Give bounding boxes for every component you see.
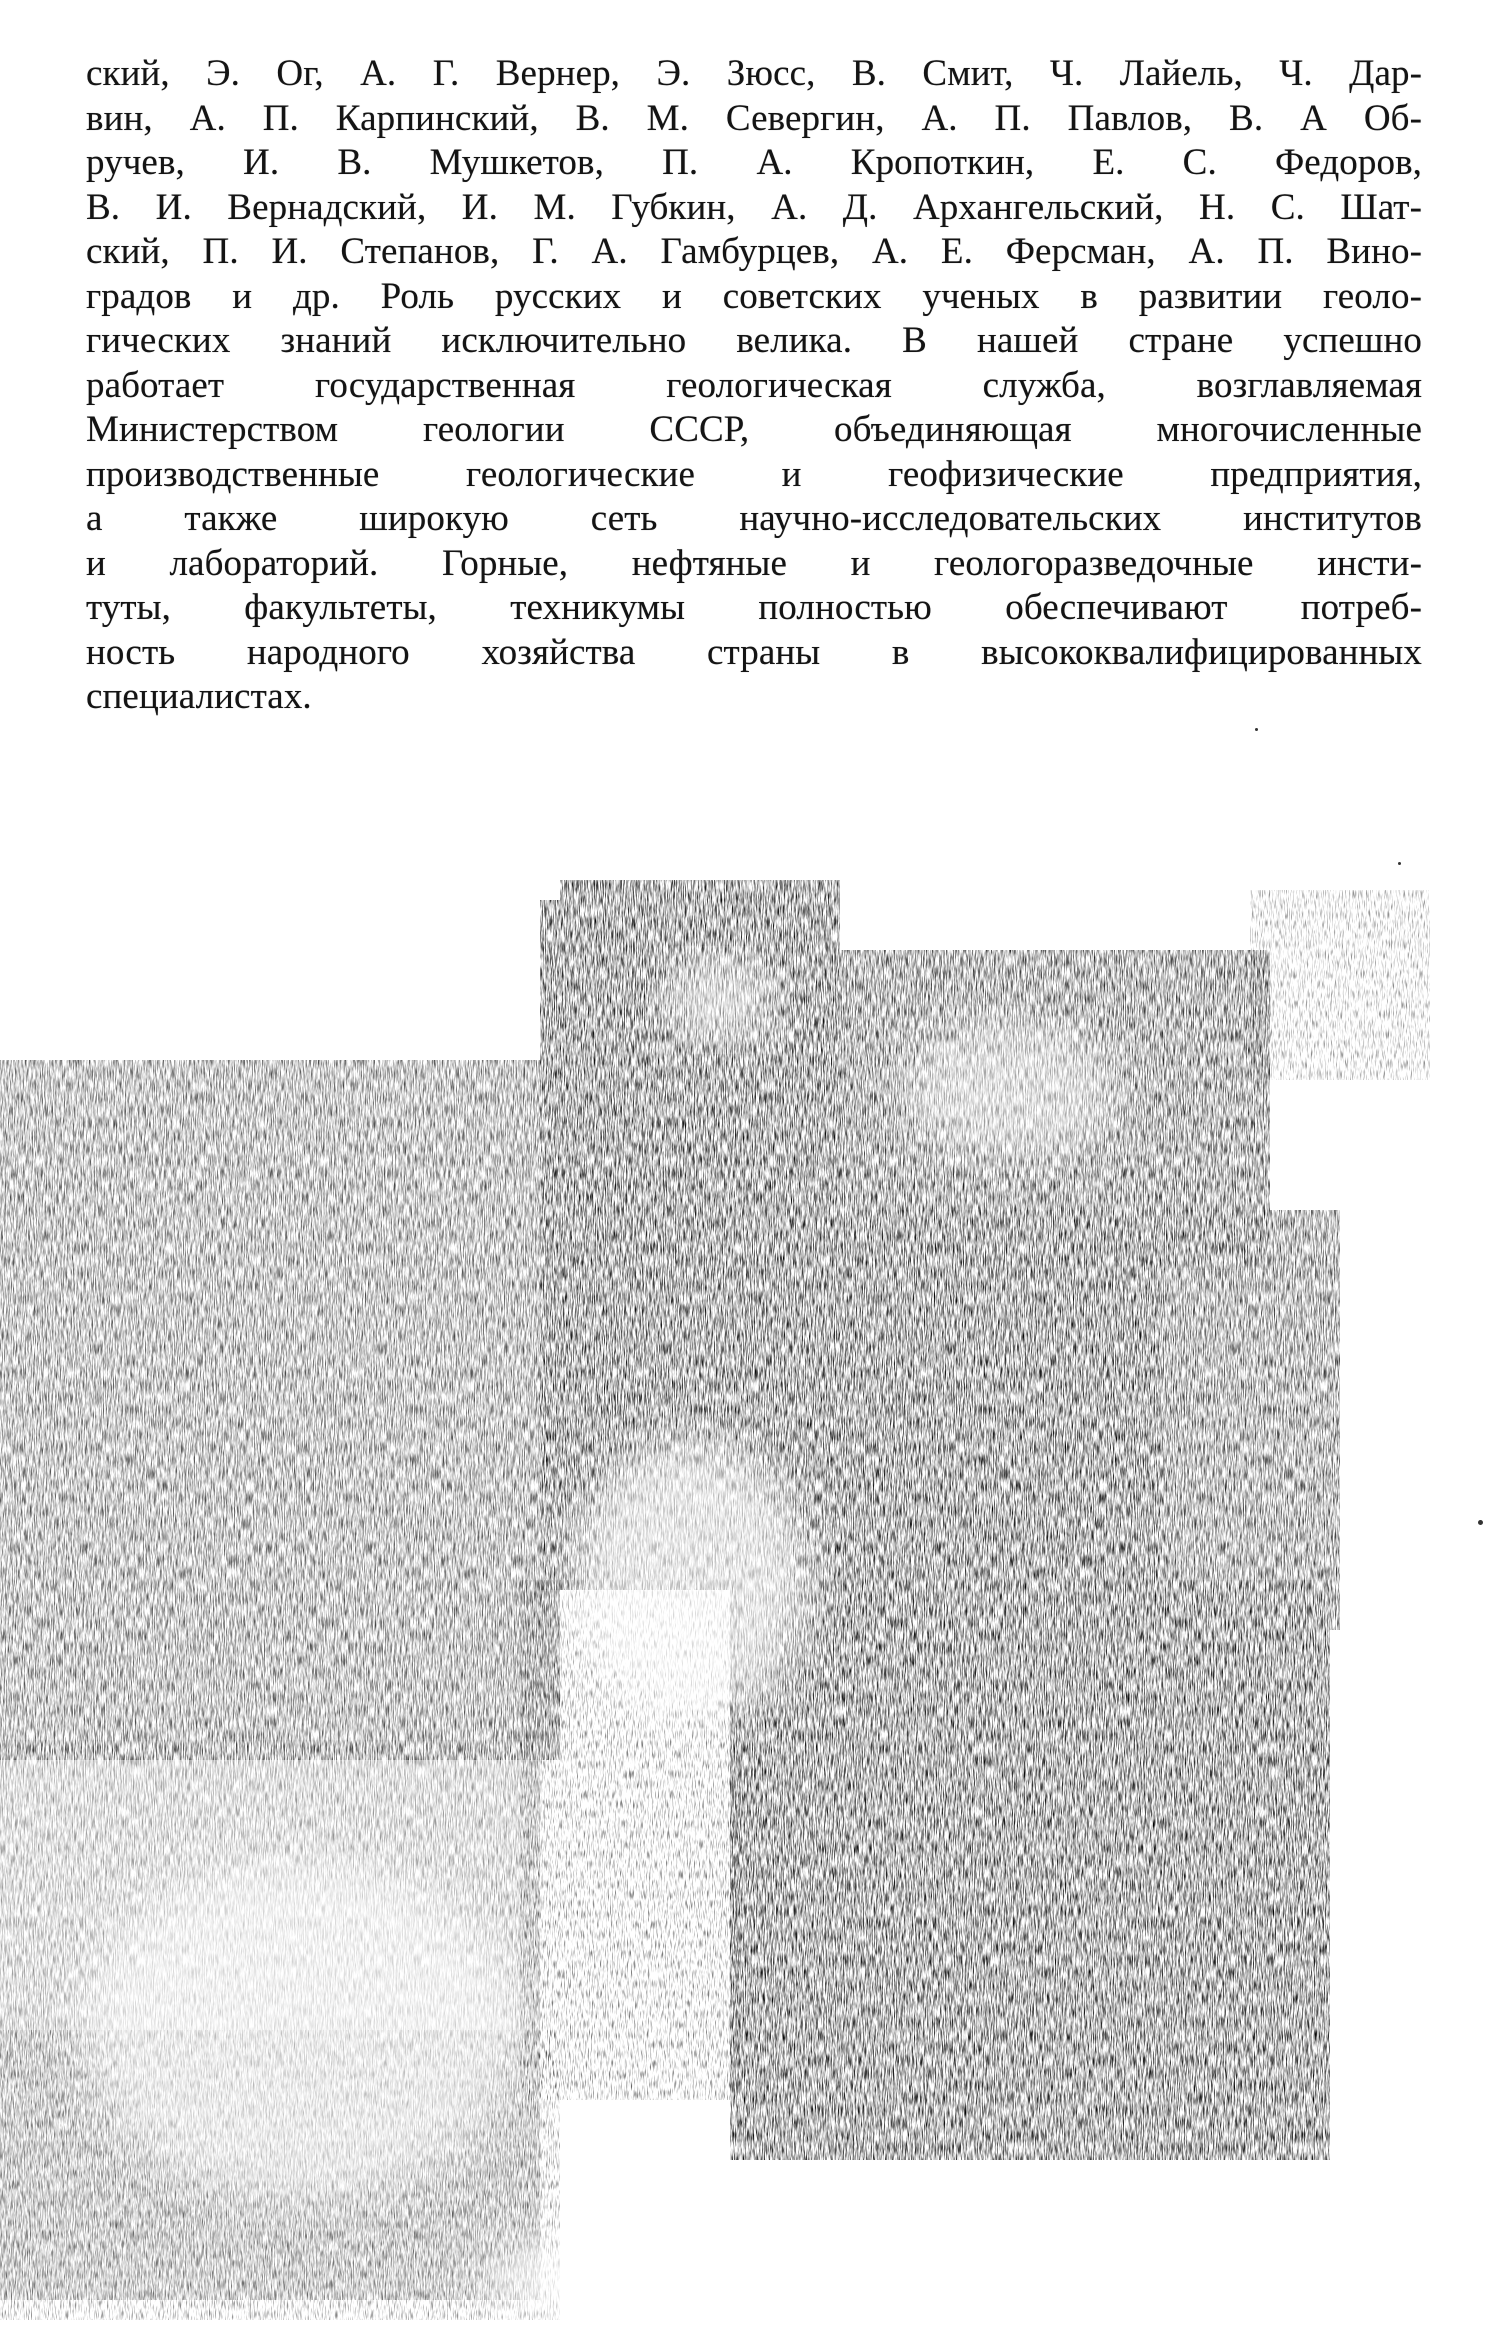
paragraph-line: В. И. Вернадский, И. М. Губкин, А. Д. Архангельский, Н. С. Шат-	[86, 186, 1422, 228]
paragraph-line: ручев, И. В. Мушкетов, П. А. Кропоткин, Е. С. Федоров,	[86, 142, 1422, 183]
body-paragraph	[86, 52, 1422, 720]
paragraph-line: а также широкую сеть научно-исследовательских институтов	[86, 498, 1422, 539]
paragraph-line: туты, факультеты, техникумы полностью обеспечивают потреб-	[86, 587, 1422, 628]
paragraph-line: Министерством геологии СССР, объединяющая многочисленные	[86, 409, 1422, 450]
paragraph-line: и лабораторий. Горные, нефтяные и геологоразведочные инсти-	[86, 542, 1422, 584]
paragraph-line: производственные геологические и геофизические предприятия,	[86, 453, 1422, 495]
scan-speck	[1398, 862, 1401, 865]
paragraph-line: ский, Э. Ог, А. Г. Вернер, Э. Зюсс, В. Смит, Ч. Лайель, Ч. Дар-	[86, 53, 1422, 94]
paragraph-line: градов и др. Роль русских и советских ученых в развитии геоло-	[86, 275, 1422, 317]
paragraph-line: вин, А. П. Карпинский, В. М. Севергин, А. П. Павлов, В. А Об-	[86, 97, 1422, 139]
paragraph-line: гических знаний исключительно велика. В нашей стране успешно	[86, 320, 1422, 361]
scan-bleed-through-image	[0, 880, 1503, 2329]
paragraph-line: специалистах.	[86, 676, 312, 717]
paragraph-line: ский, П. И. Степанов, Г. А. Гамбурцев, А. Е. Ферсман, А. П. Вино-	[86, 231, 1422, 272]
scan-speck	[1478, 1520, 1483, 1525]
paragraph-line: ность народного хозяйства страны в высококвалифицированных	[86, 631, 1422, 673]
paragraph-line: работает государственная геологическая служба, возглавляемая	[86, 364, 1422, 406]
scan-speck	[1255, 728, 1258, 731]
scan-noise-svg	[0, 880, 1503, 2329]
